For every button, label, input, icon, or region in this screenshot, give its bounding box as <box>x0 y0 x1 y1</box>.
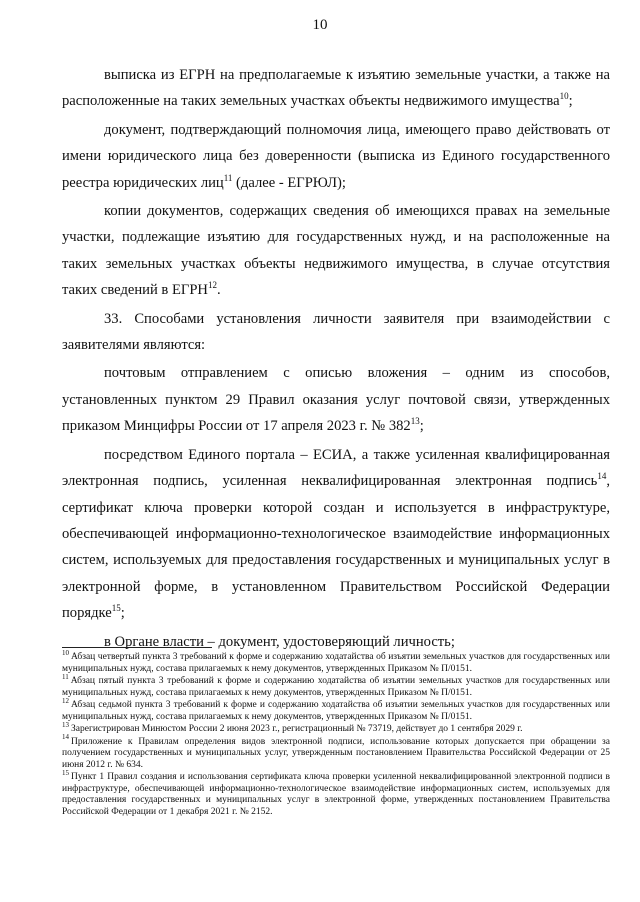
body-text <box>62 62 610 655</box>
paragraph-portal-esia: посредством Единого портала – ЕСИА, а также усиленная квалифицированная электронная подпись, усиленная неквалифицированная электронная подпись$^{14}$, сертификат ключа проверки которой создан и используется в инфраструктуре, обеспечивающей информационно-технологическое взаимодействие информационных систем, используемых для предоставления государственных и муниципальных услуг в электронной форме, в установленном Правительством Российской Федерации порядке$^{15}$; <box>62 446 610 622</box>
footnote: $^{13}$ Зарегистрирован Минюстом России 2 июня 2023 г., регистрационный № 73719, действует до 1 сентября 2029 г. <box>62 720 523 734</box>
paragraph-authority-document: документ, подтверждающий полномочия лица, имеющего право действовать от имени юридического лица без доверенности (выписка из Единого государственного реестра юридических лиц$^{11}$ (далее - ЕГРЮЛ); <box>62 121 610 191</box>
footnote: $^{11}$ Абзац пятый пункта 3 требований к форме и содержанию ходатайства об изъятии земельных участков для государственных или муниципальных нужд, состава прилагаемых к нему документов, утвержденных Приказом № П/0151. <box>62 672 610 698</box>
paragraph-identification-methods: 33. Способами установления личности заявителя при взаимодействии с заявителями являются: <box>62 310 610 354</box>
footnotes <box>62 648 610 819</box>
paragraph-postal: почтовым отправлением с описью вложения – одним из способов, установленных пунктом 29 Правил оказания услуг почтовой связи, утвержденных приказом Минцифры России от 17 апреля 2023 г. № $382^{13}$; <box>62 365 610 435</box>
footnote-ref[interactable]: 12 <box>207 280 217 291</box>
footnote-ref[interactable]: 13 <box>410 416 420 427</box>
paragraph-authority-office: в Органе власти – документ, удостоверяющий личность; <box>104 633 455 650</box>
paragraph-egrn-extract: выписка из ЕГРН на предполагаемые к изъятию земельные участки, а также на расположенные на таких земельных участках объекты недвижимого имущества$^{10}$; <box>62 67 610 110</box>
footnote-ref[interactable]: 10 <box>559 91 569 102</box>
footnote: $^{12}$ Абзац седьмой пункта 3 требований к форме и содержанию ходатайства об изъятии земельных участков для государственных или муниципальных нужд, состава прилагаемых к нему документов, утвержденных Приказом № П/0151. <box>62 696 610 722</box>
footnote: $^{15}$ Пункт 1 Правил создания и использования сертификата ключа проверки усиленной неквалифицированной электронной подписи в инфраструктуре, обеспечивающей информационно-технологическое взаимодействие информационных систем, используемых для предоставления государственных и муниципальных услуг в электронной форме, утвержденных постановлением Правительства Российской Федерации от 1 декабря 2021 г. № 2152. <box>62 768 610 817</box>
footnote-ref[interactable]: 14 <box>597 471 607 482</box>
footnote: $^{14}$ Приложение к Правилам определения видов электронной подписи, использование которых допускается при обращении за получением государственных и муниципальных услуг, утвержденным постановлением Правительства Российской Федерации от 25 июня 2012 г. № 634. <box>62 733 610 770</box>
paragraph-rights-copies: копии документов, содержащих сведения об имеющихся правах на земельные участки, подлежащие изъятию для государственных нужд, и на расположенные на таких земельных участках объекты недвижимого имущества, в случае отсутствия таких сведений в ЕГРН$^{12}$. <box>62 203 610 299</box>
page-number: 10 <box>312 17 328 33</box>
footnote-separator <box>62 647 212 648</box>
footnote: $^{10}$ Абзац четвертый пункта 3 требований к форме и содержанию ходатайства об изъятии земельных участков для государственных или муниципальных нужд, состава прилагаемых к нему документов, утвержденных Приказом № П/0151. <box>62 648 610 674</box>
footnote-ref[interactable]: 11 <box>223 172 233 183</box>
footnote-ref[interactable]: 15 <box>111 603 121 614</box>
